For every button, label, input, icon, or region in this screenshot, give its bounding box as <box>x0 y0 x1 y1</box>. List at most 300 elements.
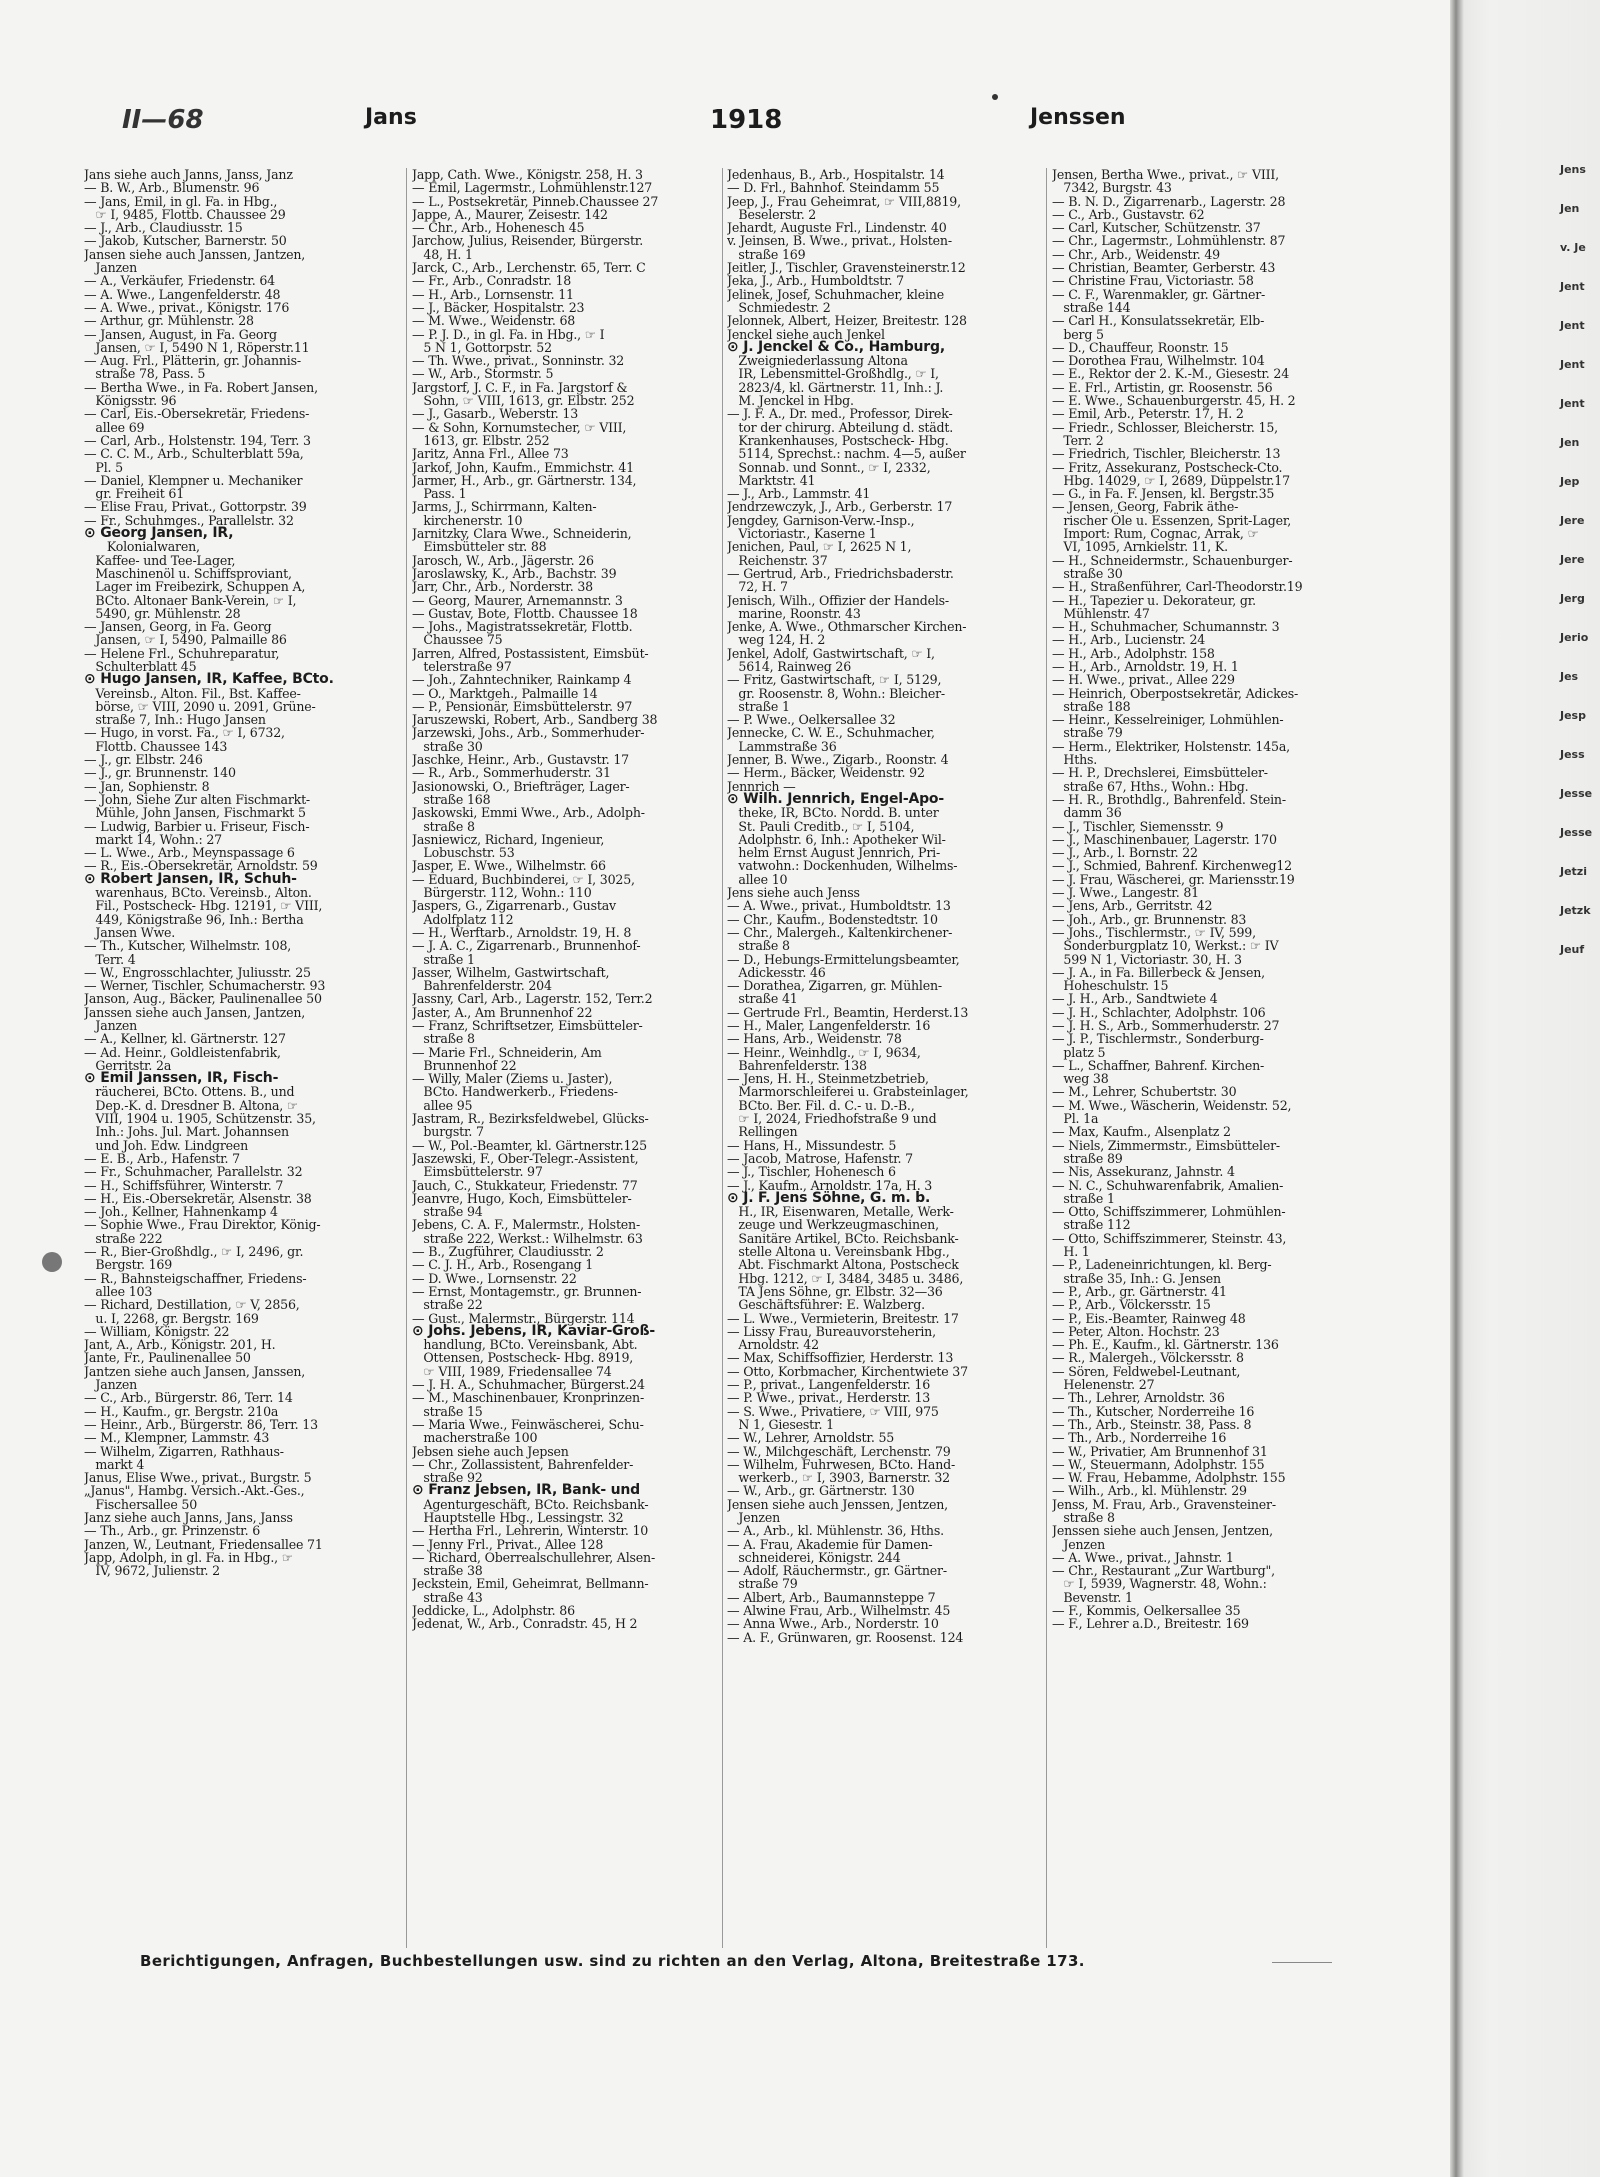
directory-line: — Jens, Arb., Gerritstr. 42 <box>1052 898 1213 914</box>
directory-line: ☞ I, 5939, Wagnerstr. 48, Wohn.: <box>1052 1576 1267 1592</box>
directory-line: — D. Frl., Bahnhof. Steindamm 55 <box>727 180 940 196</box>
directory-line: — B., Zugführer, Claudiusstr. 2 <box>412 1244 604 1260</box>
directory-line: straße 30 <box>412 738 483 754</box>
directory-line: — Chr., Kaufm., Bodenstedtstr. 10 <box>727 911 938 927</box>
directory-line: — M., Klempner, Lammstr. 43 <box>84 1430 270 1446</box>
directory-line: — Jansen, August, in Fa. Georg <box>84 326 277 342</box>
directory-line: Lammstraße 36 <box>727 738 837 754</box>
directory-line: helm Ernst August Jennrich, Pri- <box>727 845 941 861</box>
directory-line: Jassny, Carl, Arb., Lagerstr. 152, Terr.2 <box>412 991 653 1007</box>
directory-line: straße 169 <box>727 246 806 262</box>
directory-line: — Th. Wwe., privat., Sonninstr. 32 <box>412 353 625 369</box>
directory-line: — W., Engrosschlachter, Juliusstr. 25 <box>84 964 311 980</box>
directory-line: straße 1 <box>412 951 475 967</box>
directory-line: N 1, Giesestr. 1 <box>727 1416 834 1432</box>
directory-line: Jensen siehe auch Jenssen, Jentzen, <box>727 1496 948 1512</box>
directory-line: Jansen, ☞ I, 5490, Palmaille 86 <box>84 632 287 648</box>
adjacent-page-fragment: Jere <box>1560 553 1585 566</box>
adjacent-page-fragment: Jent <box>1560 397 1585 410</box>
directory-line: Jenckel siehe auch Jenkel <box>727 326 885 342</box>
directory-line: Jenzen <box>727 1509 781 1525</box>
directory-line: — Franz, Schriftsetzer, Eimsbütteler- <box>412 1018 643 1033</box>
directory-line: — C. J. H., Arb., Rosengang 1 <box>412 1257 594 1273</box>
directory-line: — J., Arb., Claudiusstr. 15 <box>84 220 243 236</box>
directory-line: — A. F., Grünwaren, gr. Roosenst. 124 <box>727 1629 964 1645</box>
adjacent-page-fragment: Jep <box>1560 475 1580 488</box>
directory-line: — P., Ladeneinrichtungen, kl. Berg- <box>1052 1257 1272 1273</box>
directory-line: — Alwine Frau, Arb., Wilhelmstr. 45 <box>727 1603 951 1619</box>
directory-line: — Ernst, Montagemstr., gr. Brunnen- <box>412 1283 642 1299</box>
adjacent-page-fragment: Jen <box>1560 436 1580 449</box>
directory-line: — Otto, Schiffszimmerer, Lohmühlen- <box>1052 1204 1286 1220</box>
column-divider <box>406 168 407 1948</box>
directory-line: — P. Wwe., privat., Herderstr. 13 <box>727 1390 931 1406</box>
directory-line: — Otto, Korbmacher, Kirchentwiete 37 <box>727 1363 968 1379</box>
directory-line: straße 30 <box>1052 565 1123 581</box>
directory-line: Janson, Aug., Bäcker, Paulinenallee 50 <box>84 991 322 1007</box>
directory-line: Jeddicke, L., Adolphstr. 86 <box>412 1603 575 1619</box>
directory-line: ⊙ J. Jenckel & Co., Hamburg, <box>727 338 945 355</box>
directory-line: Janzen <box>84 1018 138 1033</box>
directory-line: Jens siehe auch Jenss <box>727 885 860 901</box>
directory-line: — Ad. Heinr., Goldleistenfabrik, <box>84 1044 281 1060</box>
directory-line: — R., Eis.-Obersekretär, Arnoldstr. 59 <box>84 858 318 874</box>
directory-line: Jarkof, John, Kaufm., Emmichstr. 41 <box>412 459 634 475</box>
directory-line: — C., Arb., Bürgerstr. 86, Terr. 14 <box>84 1390 293 1406</box>
directory-line: Helenenstr. 27 <box>1052 1377 1155 1393</box>
directory-line: Jeka, J., Arb., Humboldtstr. 7 <box>727 273 904 289</box>
directory-line: Bürgerstr. 112, Wohn.: 110 <box>412 885 592 901</box>
directory-line: — E. Frl., Artistin, gr. Roosenstr. 56 <box>1052 379 1273 395</box>
directory-line: Jant, A., Arb., Königstr. 201, H. <box>84 1337 276 1353</box>
directory-line: — Joh., Arb., gr. Brunnenstr. 83 <box>1052 911 1247 927</box>
directory-line: ⊙ Johs. Jebens, IR, Kaviar-Groß- <box>412 1322 655 1339</box>
directory-line: Jappe, A., Maurer, Zeisestr. 142 <box>412 206 608 222</box>
directory-line: — C., Arb., Gustavstr. 62 <box>1052 206 1205 222</box>
directory-line: Jansen, ☞ I, 5490 N 1, Röperstr.11 <box>84 339 310 355</box>
directory-line: u. I, 2268, gr. Bergstr. 169 <box>84 1310 259 1326</box>
directory-line: straße 222 <box>84 1230 163 1246</box>
directory-line: straße 112 <box>1052 1217 1131 1233</box>
directory-line: — A. Wwe., privat., Jahnstr. 1 <box>1052 1549 1234 1565</box>
adjacent-page-fragment: Jesp <box>1560 709 1586 722</box>
directory-line: Inh.: Johs. Jul. Mart. Johannsen <box>84 1124 289 1140</box>
directory-line: — A., Kellner, kl. Gärtnerstr. 127 <box>84 1031 286 1047</box>
directory-line: Adolphstr. 6, Inh.: Apotheker Wil- <box>727 831 946 847</box>
directory-line: — L., Postsekretär, Pinneb.Chaussee 27 <box>412 193 659 209</box>
directory-line: H. 1 <box>1052 1244 1090 1260</box>
page-reference: II—68 <box>122 105 204 135</box>
adjacent-page-strip <box>1560 150 1598 1810</box>
directory-line: Jenke, A. Wwe., Othmarscher Kirchen- <box>727 619 967 635</box>
directory-line: VI, 1095, Arnkielstr. 11, K. <box>1052 539 1228 555</box>
directory-line: — W., Steuermann, Adolphstr. 155 <box>1052 1456 1265 1472</box>
directory-line: markt 4 <box>84 1456 145 1472</box>
directory-line: 7342, Burgstr. 43 <box>1052 180 1172 196</box>
directory-line: — Jan, Sophienstr. 8 <box>84 778 210 794</box>
directory-line: Jehardt, Auguste Frl., Lindenstr. 40 <box>727 220 947 236</box>
directory-line: — Emil, Arb., Peterstr. 17, H. 2 <box>1052 406 1244 422</box>
directory-line: Bahrenfelderstr. 204 <box>412 978 552 994</box>
directory-line: — E. Wwe., Schauenburgerstr. 45, H. 2 <box>1052 393 1296 409</box>
directory-line: — Chr., Lagermstr., Lohmühlenstr. 87 <box>1052 233 1286 249</box>
directory-line: straße 38 <box>412 1563 483 1579</box>
adjacent-page-fragment: Jess <box>1560 748 1585 761</box>
directory-line: — Nis, Assekuranz, Jahnstr. 4 <box>1052 1164 1235 1180</box>
directory-line: straße 15 <box>412 1403 483 1419</box>
directory-line: Lobuschstr. 53 <box>412 845 515 861</box>
directory-line: straße 78, Pass. 5 <box>84 366 206 382</box>
directory-line: berg 5 <box>1052 326 1104 342</box>
directory-line: — Ph. E., Kaufm., kl. Gärtnerstr. 136 <box>1052 1337 1279 1353</box>
directory-line: Jasper, E. Wwe., Wilhelmstr. 66 <box>412 858 606 874</box>
directory-line: — Friedrich, Tischler, Bleicherstr. 13 <box>1052 446 1281 462</box>
directory-line: — Carl, Arb., Holstenstr. 194, Terr. 3 <box>84 432 311 448</box>
directory-line: — Wilhelm, Fuhrwesen, BCto. Hand- <box>727 1456 956 1472</box>
directory-line: — A. Frau, Akademie für Damen- <box>727 1536 933 1552</box>
directory-line: markt 14, Wohn.: 27 <box>84 831 222 847</box>
directory-line: — Joh., Kellner, Hahnenkamp 4 <box>84 1204 278 1220</box>
directory-line: — Dorothea Frau, Wilhelmstr. 104 <box>1052 353 1265 369</box>
directory-line: — Johs., Magistratssekretär, Flottb. <box>412 619 633 635</box>
directory-line: BCto. Altonaer Bank-Verein, ☞ I, <box>84 592 297 608</box>
directory-line: Terr. 2 <box>1052 432 1104 448</box>
directory-line: Arnoldstr. 42 <box>727 1337 819 1353</box>
directory-line: — Fr., Arb., Conradstr. 18 <box>412 273 572 289</box>
directory-line: — H. Wwe., privat., Allee 229 <box>1052 672 1235 688</box>
directory-line: — W., Privatier, Am Brunnenhof 31 <box>1052 1443 1268 1459</box>
directory-line: straße 1 <box>1052 1190 1115 1206</box>
directory-column-1 <box>84 168 402 1948</box>
directory-line: marine, Roonstr. 43 <box>727 605 861 621</box>
directory-line: Jarosch, W., Arb., Jägerstr. 26 <box>412 552 594 568</box>
directory-line: straße 7, Inh.: Hugo Jansen <box>84 712 266 728</box>
adjacent-page-fragment: Jerio <box>1560 631 1589 644</box>
directory-line: — P. J. D., in gl. Fa. in Hbg., ☞ I <box>412 326 605 342</box>
directory-line: — P., Eis.-Beamter, Rainweg 48 <box>1052 1310 1246 1326</box>
directory-line: — H., Arb., Arnoldstr. 19, H. 1 <box>1052 658 1239 674</box>
directory-line: straße 41 <box>727 991 798 1007</box>
directory-line: — Wilh., Arb., kl. Mühlenstr. 29 <box>1052 1483 1247 1499</box>
directory-line: — H., Tapezier u. Dekorateur, gr. <box>1052 592 1256 608</box>
directory-line: — Maria Wwe., Feinwäscherei, Schu- <box>412 1416 644 1432</box>
directory-line: ⊙ Hugo Jansen, IR, Kaffee, BCto. <box>84 671 334 688</box>
directory-line: zeuge und Werkzeugmaschinen, <box>727 1217 939 1233</box>
adjacent-page-fragment: Jeuf <box>1560 943 1585 956</box>
directory-line: Krankenhauses, Postscheck- Hbg. <box>727 432 949 448</box>
directory-line: 449, Königstraße 96, Inh.: Bertha <box>84 911 304 927</box>
directory-line: gr. Roosenstr. 8, Wohn.: Bleicher- <box>727 685 945 701</box>
directory-line: — Jakob, Kutscher, Barnerstr. 50 <box>84 233 287 249</box>
directory-line: rischer Öle u. Essenzen, Sprit-Lager, <box>1052 512 1292 528</box>
directory-line: Agenturgeschäft, BCto. Reichsbank- <box>412 1496 649 1512</box>
directory-line: — Heinrich, Oberpostsekretär, Adickes- <box>1052 685 1299 701</box>
directory-line: v. Jeinsen, B. Wwe., privat., Holsten- <box>727 233 952 249</box>
directory-line: — P., Arb., Völckersstr. 15 <box>1052 1297 1211 1313</box>
directory-line: — Heinr., Kesselreiniger, Lohmühlen- <box>1052 712 1284 728</box>
directory-line: Pl. 1a <box>1052 1111 1099 1127</box>
directory-line: Abt. Fischmarkt Altona, Postscheck <box>727 1257 959 1273</box>
directory-line: ⊙ J. F. Jens Söhne, G. m. b. <box>727 1189 931 1206</box>
directory-line: Marmorschleiferei u. Grabsteinlager, <box>727 1084 969 1100</box>
directory-line: Bevenstr. 1 <box>1052 1589 1133 1605</box>
directory-line: Import: Rum, Cognac, Arrak, ☞ <box>1052 526 1259 542</box>
directory-line: Jebens, C. A. F., Malermstr., Holsten- <box>412 1217 641 1233</box>
directory-line: — Hertha Frl., Lehrerin, Winterstr. 10 <box>412 1523 649 1539</box>
directory-line: — Jans, Emil, in gl. Fa. in Hbg., <box>84 193 278 209</box>
directory-line: tor der chirurg. Abteilung d. städt. <box>727 419 954 435</box>
directory-line: — H., Eis.-Obersekretär, Alsenstr. 38 <box>84 1190 312 1206</box>
directory-line: — C. C. M., Arb., Schulterblatt 59a, <box>84 446 304 462</box>
directory-line: — Max, Kaufm., Alsenplatz 2 <box>1052 1124 1231 1140</box>
adjacent-page-fragment: Jere <box>1560 514 1585 527</box>
directory-line: Hths. <box>1052 752 1098 768</box>
directory-line: telerstraße 97 <box>412 658 512 674</box>
directory-line: — Carl, Eis.-Obersekretär, Friedens- <box>84 406 310 422</box>
directory-line: — C. F., Warenmakler, gr. Gärtner- <box>1052 286 1266 302</box>
directory-line: ☞ VIII, 1989, Friedensallee 74 <box>412 1363 612 1379</box>
directory-line: — Jens, H. H., Steinmetzbetrieb, <box>727 1071 929 1087</box>
directory-line: — P. Wwe., Oelkersallee 32 <box>727 712 896 728</box>
directory-line: — W., Arb., gr. Gärtnerstr. 130 <box>727 1483 915 1499</box>
directory-line: — J. H., Arb., Sandtwiete 4 <box>1052 991 1218 1007</box>
directory-line: — Heinr., Weinhdlg., ☞ I, 9634, <box>727 1044 921 1060</box>
directory-line: — H., Arb., Lucienstr. 24 <box>1052 632 1206 648</box>
directory-line: — J., Arb., l. Bornstr. 22 <box>1052 845 1198 861</box>
directory-line: Janssen siehe auch Jansen, Jantzen, <box>84 1004 306 1020</box>
directory-line: — H., Schiffsführer, Winterstr. 7 <box>84 1177 284 1193</box>
directory-line: — Th., Lehrer, Arnoldstr. 36 <box>1052 1390 1225 1406</box>
directory-line: Hbg. 14029, ☞ I, 2689, Düppelstr.17 <box>1052 472 1290 488</box>
directory-line: TA Jens Söhne, gr. Elbstr. 32—36 <box>727 1283 943 1299</box>
directory-line: Jansen Wwe. <box>84 924 176 940</box>
directory-line: — H. R., Brothdlg., Bahrenfeld. Stein- <box>1052 791 1286 807</box>
directory-line: — Elise Frau, Privat., Gottorpstr. 39 <box>84 499 307 515</box>
directory-line: — J., Tischler, Hohenesch 6 <box>727 1164 896 1180</box>
directory-line: Schulterblatt 45 <box>84 658 197 674</box>
directory-line: Jenkel, Adolf, Gastwirtschaft, ☞ I, <box>727 645 935 661</box>
directory-line: Adolfplatz 112 <box>412 911 514 927</box>
directory-line: — Aug. Frl., Plätterin, gr. Johannis- <box>84 353 301 369</box>
directory-line: burgstr. 7 <box>412 1124 484 1140</box>
adjacent-page-fragment: Jetzi <box>1560 865 1587 878</box>
directory-line: ⊙ Franz Jebsen, IR, Bank- und <box>412 1482 641 1499</box>
directory-line: Jaritz, Anna Frl., Allee 73 <box>412 446 569 462</box>
directory-line: „Janus", Hambg. Versich.-Akt.-Ges., <box>84 1483 305 1499</box>
directory-line: Jeanvre, Hugo, Koch, Eimsbütteler- <box>412 1190 632 1206</box>
directory-line: — Herm., Bäcker, Weidenstr. 92 <box>727 765 925 781</box>
directory-line: — D. Wwe., Lornsenstr. 22 <box>412 1270 577 1286</box>
adjacent-page-fragment: Jerg <box>1560 592 1585 605</box>
directory-line: — H. P., Drechslerei, Eimsbütteler- <box>1052 765 1268 781</box>
directory-line: — L. Wwe., Arb., Meynspassage 6 <box>84 845 295 861</box>
directory-line: — Fr., Schuhmges., Parallelstr. 32 <box>84 512 294 528</box>
directory-line: Terr. 4 <box>84 951 136 967</box>
directory-line: Jarmer, H., Arb., gr. Gärtnerstr. 134, <box>412 472 637 488</box>
directory-line: — M., Lehrer, Schubertstr. 30 <box>1052 1084 1237 1100</box>
directory-line: 1613, gr. Elbstr. 252 <box>412 432 550 448</box>
directory-line: — Heinr., Arb., Bürgerstr. 86, Terr. 13 <box>84 1416 318 1432</box>
directory-line: räucherei, BCto. Ottens. B., und <box>84 1084 295 1100</box>
directory-line: straße 35, Inh.: G. Jensen <box>1052 1270 1221 1286</box>
directory-line: Jarms, J., Schirrmann, Kalten- <box>412 499 597 515</box>
directory-line: — H., Arb., Lornsenstr. 11 <box>412 286 574 302</box>
directory-line: — H., Werftarb., Arnoldstr. 19, H. 8 <box>412 924 632 940</box>
directory-line: — Bertha Wwe., in Fa. Robert Jansen, <box>84 379 318 395</box>
directory-line: gr. Freiheit 61 <box>84 486 185 502</box>
directory-line: H., IR, Eisenwaren, Metalle, Werk- <box>727 1204 954 1220</box>
directory-line: schneiderei, Königstr. 244 <box>727 1549 901 1565</box>
directory-line: — Wilhelm, Zigarren, Rathhaus- <box>84 1443 284 1459</box>
directory-line: — J., Schmied, Bahrenf. Kirchenweg12 <box>1052 858 1292 874</box>
directory-line: — Lissy Frau, Bureauvorsteherin, <box>727 1323 936 1339</box>
directory-line: Jeckstein, Emil, Geheimrat, Bellmann- <box>412 1576 649 1592</box>
directory-line: Hoheschulstr. 15 <box>1052 978 1169 994</box>
directory-line: platz 5 <box>1052 1044 1106 1060</box>
directory-line: — Hans, Arb., Weidenstr. 78 <box>727 1031 902 1047</box>
directory-line: — R., Bier-Großhdlg., ☞ I, 2496, gr. <box>84 1244 304 1260</box>
directory-line: — Willy, Maler (Ziems u. Jaster), <box>412 1071 613 1087</box>
directory-line: — Werner, Tischler, Schumacherstr. 93 <box>84 978 326 994</box>
directory-line: — P., Arb., gr. Gärtnerstr. 41 <box>1052 1283 1227 1299</box>
directory-line: börse, ☞ VIII, 2090 u. 2091, Grüne- <box>84 698 316 714</box>
directory-line: Eimsbütteler str. 88 <box>412 539 547 555</box>
directory-line: Jensen, Bertha Wwe., privat., ☞ VIII, <box>1052 168 1279 182</box>
directory-line: IR, Lebensmittel-Großhdlg., ☞ I, <box>727 366 939 382</box>
directory-line: Sanitäre Artikel, BCto. Reichsbank- <box>727 1230 959 1246</box>
directory-line: — John, Siehe Zur alten Fischmarkt- <box>84 791 310 807</box>
directory-line: Janzen, W., Leutnant, Friedensallee 71 <box>84 1536 323 1552</box>
directory-line: straße 94 <box>412 1204 483 1220</box>
directory-line: — Sören, Feldwebel-Leutnant, <box>1052 1363 1241 1379</box>
directory-line: straße 8 <box>412 1031 475 1047</box>
directory-line: — Fritz, Gastwirtschaft, ☞ I, 5129, <box>727 672 942 688</box>
directory-line: weg 124, H. 2 <box>727 632 826 648</box>
directory-column-2 <box>412 168 732 1948</box>
page-header <box>120 105 1440 145</box>
directory-line: Jeitler, J., Tischler, Gravensteinerstr.12 <box>727 260 966 276</box>
directory-line: — H., Kaufm., gr. Bergstr. 210a <box>84 1403 279 1419</box>
directory-line: Jarzewski, Johs., Arb., Sommerhuder- <box>412 725 645 741</box>
directory-line: Janzen <box>84 1377 138 1393</box>
directory-line: Fil., Postscheck- Hbg. 12191, ☞ VIII, <box>84 898 323 914</box>
directory-column-3 <box>727 168 1052 1948</box>
directory-line: Jaschke, Heinr., Arb., Gustavstr. 17 <box>412 752 629 768</box>
directory-line: damm 36 <box>1052 805 1122 821</box>
directory-line: Jauch, C., Stukkateur, Friedenstr. 77 <box>412 1177 638 1193</box>
directory-line: — A., Arb., kl. Mühlenstr. 36, Hths. <box>727 1523 944 1539</box>
directory-line: Jasser, Wilhelm, Gastwirtschaft, <box>412 964 610 980</box>
directory-line: straße 22 <box>412 1297 483 1313</box>
directory-line: — Christian, Beamter, Gerberstr. 43 <box>1052 260 1276 276</box>
directory-line: allee 10 <box>727 871 788 887</box>
directory-line: — O., Marktgeh., Palmaille 14 <box>412 685 598 701</box>
header-year: 1918 <box>710 105 783 135</box>
directory-line: — Otto, Schiffszimmerer, Steinstr. 43, <box>1052 1230 1287 1246</box>
directory-line: — Th., Arb., gr. Prinzenstr. 6 <box>84 1523 261 1539</box>
directory-line: — Marie Frl., Schneiderin, Am <box>412 1044 602 1060</box>
directory-line: Jeep, J., Frau Geheimrat, ☞ VIII,8819, <box>727 193 961 209</box>
directory-line: — L., Schaffner, Bahrenf. Kirchen- <box>1052 1057 1265 1073</box>
directory-line: — Hugo, in vorst. Fa., ☞ I, 6732, <box>84 725 285 741</box>
directory-line: Flottb. Chaussee 143 <box>84 738 228 754</box>
directory-line: — P., privat., Langenfelderstr. 16 <box>727 1377 931 1393</box>
directory-line: Ottensen, Postscheck- Hbg. 8919, <box>412 1350 634 1366</box>
directory-line: Kaffee- und Tee-Lager, <box>84 552 236 568</box>
directory-line: — Jensen, Georg, Fabrik äthe- <box>1052 499 1239 515</box>
directory-line: Jantzen siehe auch Jansen, Janssen, <box>84 1363 306 1379</box>
directory-line: straße 43 <box>412 1589 483 1605</box>
directory-line: Hauptstelle Hbg., Lessingstr. 32 <box>412 1509 624 1525</box>
directory-line: — A. Wwe., privat., Humboldtstr. 13 <box>727 898 951 914</box>
directory-line: — Jansen, Georg, in Fa. Georg <box>84 619 272 635</box>
directory-line: St. Pauli Creditb., ☞ I, 5104, <box>727 818 915 834</box>
directory-line: Pass. 1 <box>412 486 467 502</box>
directory-line: Jenss, M. Frau, Arb., Gravensteiner- <box>1052 1496 1276 1512</box>
adjacent-page-fragment: Jetzk <box>1560 904 1591 917</box>
directory-line: — J., gr. Brunnenstr. 140 <box>84 765 236 781</box>
directory-line: straße 89 <box>1052 1150 1123 1166</box>
directory-line: werkerb., ☞ I, 3903, Barnerstr. 32 <box>727 1470 950 1486</box>
directory-line: Zweigniederlassung Altona <box>727 353 908 369</box>
directory-line: 48, H. 1 <box>412 246 473 262</box>
directory-line: Jedenhaus, B., Arb., Hospitalstr. 14 <box>727 168 945 182</box>
directory-line: ⊙ Georg Jansen, IR, <box>84 525 234 542</box>
directory-line: Rellingen <box>727 1124 798 1140</box>
directory-line: — Adolf, Räuchermstr., gr. Gärtner- <box>727 1563 947 1579</box>
directory-line: — W. Frau, Hebamme, Adolphstr. 155 <box>1052 1470 1286 1486</box>
directory-line: — W., Milchgeschäft, Lerchenstr. 79 <box>727 1443 951 1459</box>
directory-line: — J. P., Tischlermstr., Sonderburg- <box>1052 1031 1264 1047</box>
directory-line: Jaster, A., Am Brunnenhof 22 <box>412 1004 593 1020</box>
directory-line: straße 222, Werkst.: Wilhelmstr. 63 <box>412 1230 643 1246</box>
directory-line: allee 95 <box>412 1097 473 1113</box>
directory-line: — B. N. D., Zigarrenarb., Lagerstr. 28 <box>1052 193 1286 209</box>
directory-line: Jelinek, Josef, Schuhmacher, kleine <box>727 286 944 302</box>
directory-line: — M., Maschinenbauer, Kronprinzen- <box>412 1390 645 1406</box>
directory-line: — Gertrud, Arb., Friedrichsbaderstr. <box>727 565 954 581</box>
directory-line: 5490, gr. Mühlenstr. 28 <box>84 605 241 621</box>
directory-line: — J. H. S., Arb., Sommerhuderstr. 27 <box>1052 1018 1280 1033</box>
directory-line: warenhaus, BCto. Vereinsb., Alton. <box>84 885 312 901</box>
directory-line: — J., Gasarb., Weberstr. 13 <box>412 406 579 422</box>
directory-line: — G., in Fa. F. Jensen, kl. Bergstr.35 <box>1052 486 1275 502</box>
directory-line: Dep.-K. d. Dresdner B. Altona, ☞ <box>84 1097 298 1113</box>
directory-line: Jendrzewczyk, J., Arb., Gerberstr. 17 <box>727 499 953 515</box>
directory-line: straße 1 <box>727 698 790 714</box>
adjacent-page-fragment: Jesse <box>1560 826 1593 839</box>
directory-line: — A., Verkäufer, Friedenstr. 64 <box>84 273 275 289</box>
directory-line: — Richard, Destillation, ☞ V, 2856, <box>84 1297 300 1313</box>
directory-line: Jenzen <box>1052 1536 1106 1552</box>
directory-line: — Max, Schiffsoffizier, Herderstr. 13 <box>727 1350 954 1366</box>
adjacent-page-fragment: Jesse <box>1560 787 1593 800</box>
directory-line: straße 79 <box>727 1576 798 1592</box>
directory-line: — Daniel, Klempner u. Mechaniker <box>84 472 303 488</box>
directory-line: — J. Wwe., Langestr. 81 <box>1052 885 1199 901</box>
directory-line: Jaszewski, F., Ober-Telegr.-Assistent, <box>412 1150 639 1166</box>
directory-line: — H., Schneidermstr., Schauenburger- <box>1052 552 1293 568</box>
directory-line: — Jenny Frl., Privat., Allee 128 <box>412 1536 604 1552</box>
directory-line: theke, IR, BCto. Nordd. B. unter <box>727 805 939 821</box>
directory-line: 599 N 1, Victoriastr. 30, H. 3 <box>1052 951 1242 967</box>
directory-line: — Gertrude Frl., Beamtin, Herderst.13 <box>727 1004 969 1020</box>
directory-line: — M. Wwe., Weidenstr. 68 <box>412 313 576 329</box>
directory-line: Bergstr. 169 <box>84 1257 173 1273</box>
pencil-mark <box>1272 1962 1332 1967</box>
directory-line: — W., Arb., Stormstr. 5 <box>412 366 554 382</box>
directory-line: vatwohn.: Dockenhuden, Wilhelms- <box>727 858 958 874</box>
